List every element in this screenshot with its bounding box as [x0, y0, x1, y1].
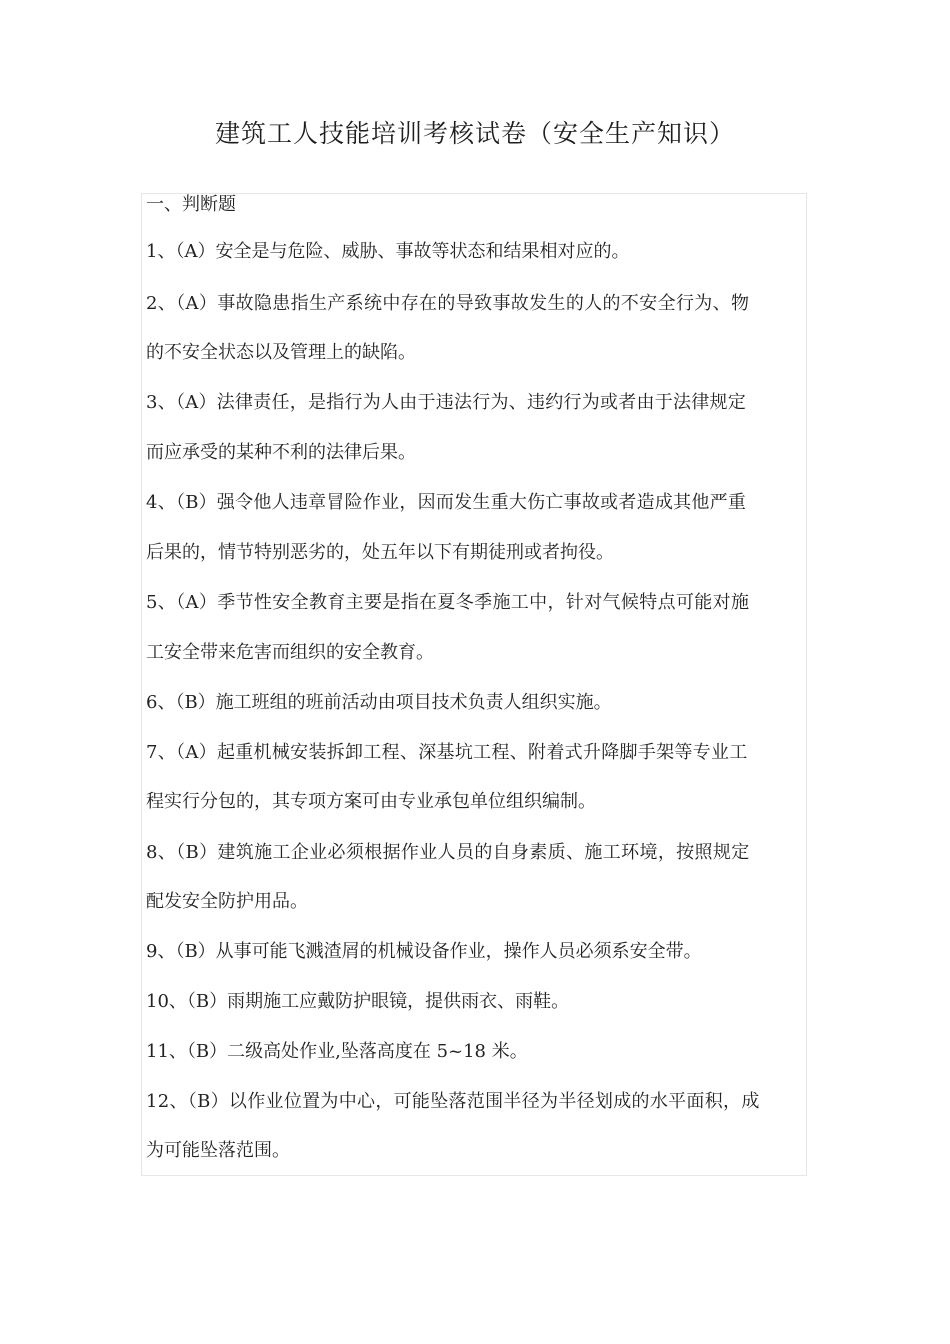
question-8-line-2: 配发安全防护用品。: [146, 891, 308, 912]
question-7-line-2: 程实行分包的，其专项方案可由专业承包单位组织编制。: [146, 791, 596, 812]
question-9-line-1: 9、（B）从事可能飞溅渣屑的机械设备作业，操作人员必须系安全带。: [146, 941, 702, 962]
question-6-line-1: 6、（B）施工班组的班前活动由项目技术负责人组织实施。: [146, 692, 612, 713]
question-8-line-1: 8、（B）建筑施工企业必须根据作业人员的自身素质、施工环境，按照规定: [146, 842, 750, 863]
question-4-line-1: 4、（B）强令他人违章冒险作业，因而发生重大伤亡事故或者造成其他严重: [146, 492, 747, 513]
question-1-line-1: 1、（A）安全是与危险、威胁、事故等状态和结果相对应的。: [146, 241, 630, 262]
question-3-line-1: 3、（A）法律责任，是指行为人由于违法行为、违约行为或者由于法律规定: [146, 392, 746, 413]
document-title: 建筑工人技能培训考核试卷（安全生产知识）: [214, 119, 735, 148]
question-11-line-1: 11、（B）二级高处作业,坠落高度在 5~18 米。: [146, 1041, 528, 1062]
question-12-line-1: 12、（B）以作业位置为中心，可能坠落范围半径为半径划成的水平面积，成: [146, 1091, 760, 1112]
question-7-line-1: 7、（A）起重机械安装拆卸工程、深基坑工程、附着式升降脚手架等专业工: [146, 742, 748, 763]
question-4-line-2: 后果的，情节特别恶劣的，处五年以下有期徒刑或者拘役。: [146, 542, 614, 563]
question-5-line-2: 工安全带来危害而组织的安全教育。: [146, 642, 434, 663]
question-3-line-2: 而应承受的某种不利的法律后果。: [146, 442, 416, 463]
question-2-line-1: 2、（A）事故隐患指生产系统中存在的导致事故发生的人的不安全行为、物: [146, 293, 750, 314]
section-heading: 一、判断题: [146, 194, 236, 215]
question-10-line-1: 10、（B）雨期施工应戴防护眼镜，提供雨衣、雨鞋。: [146, 991, 570, 1012]
question-12-line-2: 为可能坠落范围。: [146, 1140, 290, 1161]
question-5-line-1: 5、（A）季节性安全教育主要是指在夏冬季施工中，针对气候特点可能对施: [146, 592, 750, 613]
question-2-line-2: 的不安全状态以及管理上的缺陷。: [146, 342, 416, 363]
